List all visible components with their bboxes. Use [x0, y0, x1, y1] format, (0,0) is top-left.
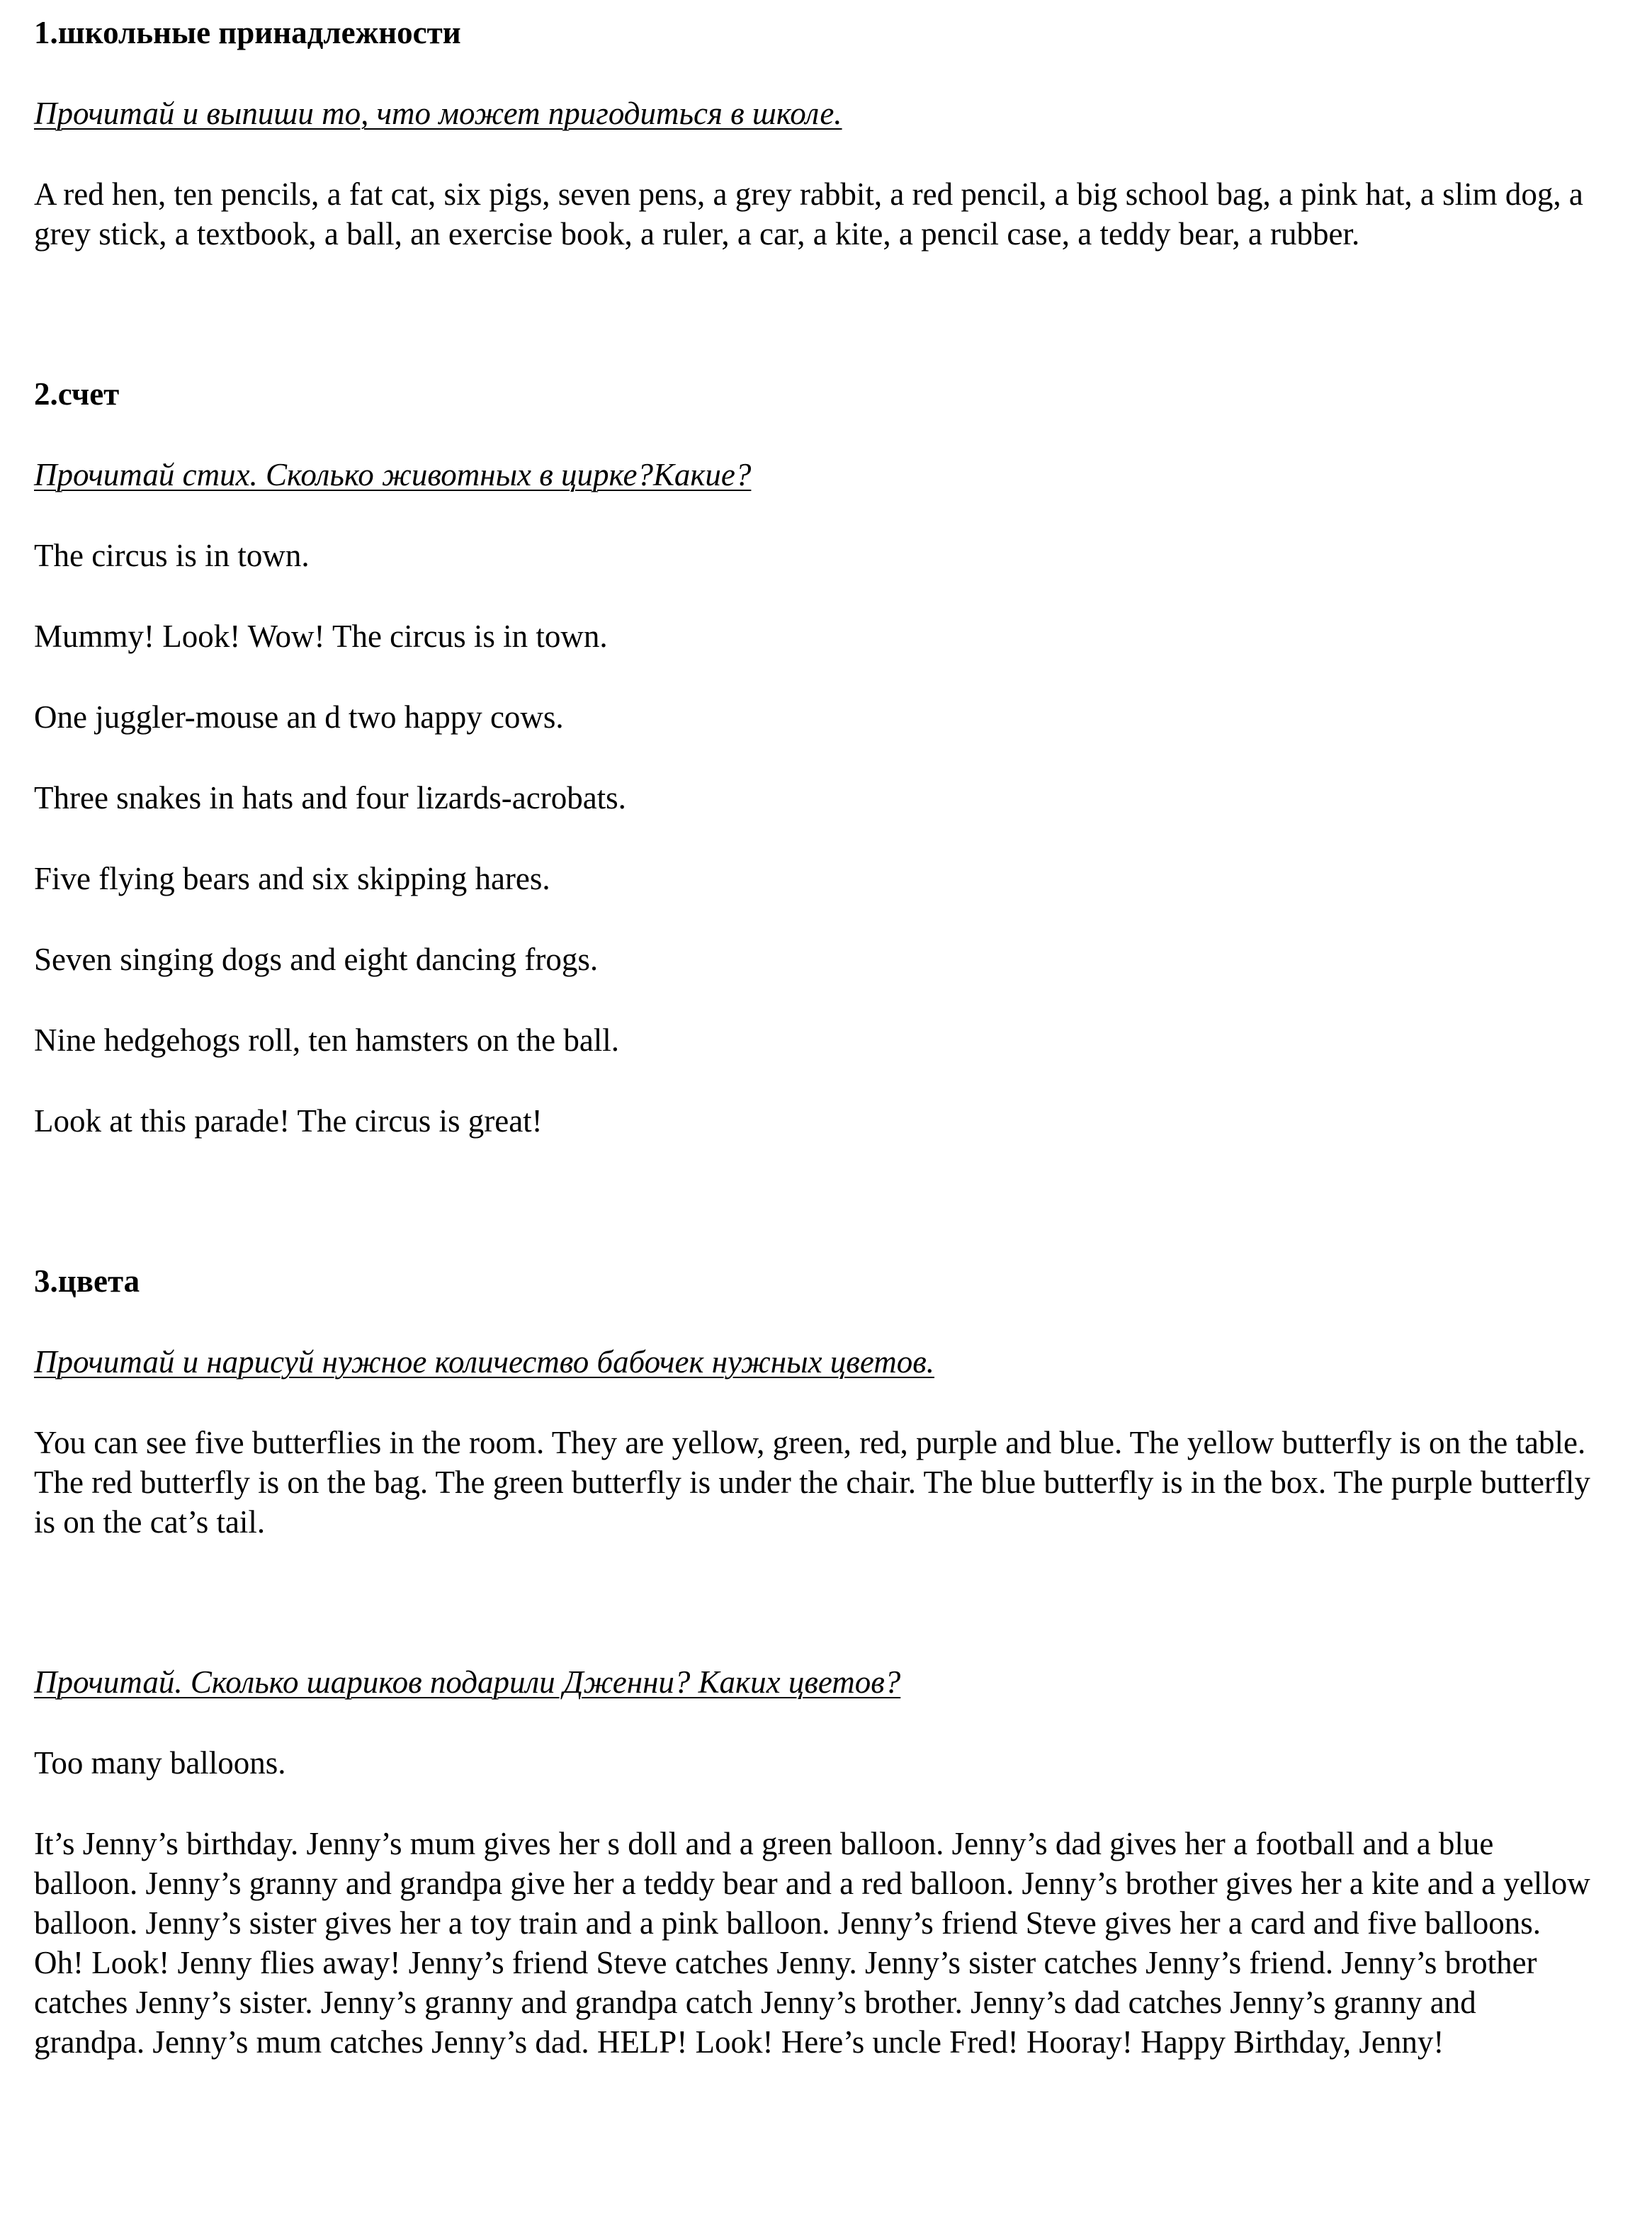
section-text: You can see five butterflies in the room. They are yellow, green, red, purple and blue. The yellow butterfly is on the table. The red butterfly is on the bag. The green butterfly is under the chair. The blue butterfly is in the box. The purple butterfly is on the cat’s tail. [34, 1425, 1590, 1540]
poem-line: Mummy! Look! Wow! The circus is in town. [34, 619, 608, 654]
section-instruction: Прочитай. Сколько шариков подарили Дженни? Каких цветов? [34, 1664, 901, 1700]
section-instruction: Прочитай и нарисуй нужное количество бабочек нужных цветов. [34, 1344, 934, 1380]
poem-line: Look at this parade! The circus is great! [34, 1103, 543, 1139]
section-school-supplies [34, 13, 1592, 254]
poem-line: The circus is in town. [34, 538, 310, 573]
poem-line: Seven singing dogs and eight dancing frogs. [34, 942, 599, 977]
section-colors [34, 1261, 1592, 1542]
poem-line: Three snakes in hats and four lizards-acrobats. [34, 780, 626, 816]
poem-line: Five flying bears and six skipping hares. [34, 861, 550, 896]
poem-line: One juggler-mouse an d two happy cows. [34, 699, 564, 735]
document-page [34, 13, 1592, 2062]
poem-line: Nine hedgehogs roll, ten hamsters on the ball. [34, 1022, 620, 1058]
section-text: It’s Jenny’s birthday. Jenny’s mum gives her s doll and a green balloon. Jenny’s dad gives her a football and a blue balloon. Jenny’s granny and grandpa give her a teddy bear and a red balloon. Jenny’s brother gives her a kite and a yellow balloon. Jenny’s sister gives her a toy train and a pink balloon. Jenny’s friend Steve gives her a card and five balloons. Oh! Look! Jenny flies away! Jenny’s friend Steve catches Jenny. Jenny’s sister catches Jenny’s friend. Jenny’s brother catches Jenny’s sister. Jenny’s granny and grandpa catch Jenny’s brother. Jenny’s dad catches Jenny’s granny and grandpa. Jenny’s mum catches Jenny’s dad. HELP! Look! Here’s uncle Fred! Hooray! Happy Birthday, Jenny! [34, 1826, 1590, 2060]
section-instruction: Прочитай стих. Сколько животных в цирке?Какие? [34, 457, 752, 492]
section-counting [34, 374, 1592, 1141]
section-text: A red hen, ten pencils, a fat cat, six pigs, seven pens, a grey rabbit, a red pencil, a big school bag, a pink hat, a slim dog, a grey stick, a textbook, a ball, an exercise book, a ruler, a car, a kite, a pencil case, a teddy bear, a rubber. [34, 176, 1583, 252]
section-instruction: Прочитай и выпиши то, что может пригодиться в школе. [34, 96, 842, 131]
section-heading: 1.школьные принадлежности [34, 15, 461, 50]
story-title: Too many balloons. [34, 1745, 286, 1781]
section-heading: 3.цвета [34, 1263, 140, 1299]
section-heading: 2.счет [34, 376, 120, 412]
section-balloons [34, 1662, 1592, 2062]
